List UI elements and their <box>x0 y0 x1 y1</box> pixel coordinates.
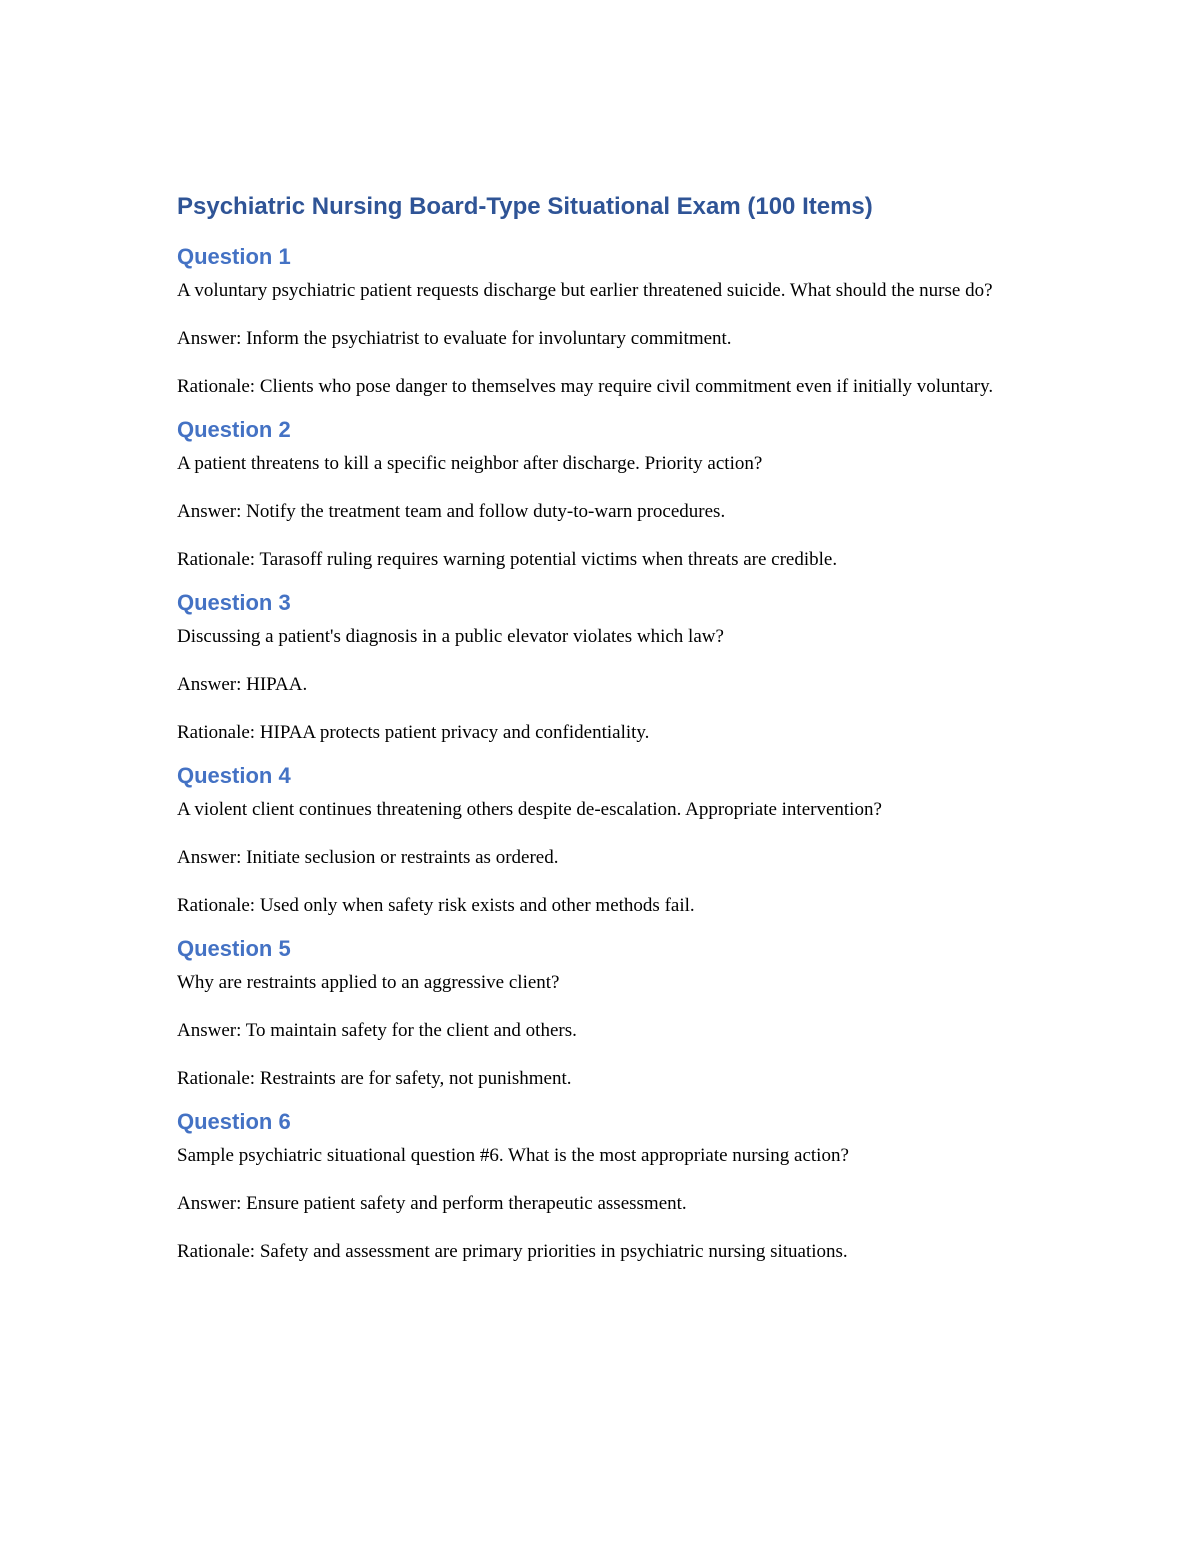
answer-text: Answer: Inform the psychiatrist to evaluate for involuntary commitment. <box>177 328 732 349</box>
answer-text: Answer: Ensure patient safety and perform therapeutic assessment. <box>177 1193 687 1214</box>
question-text: Discussing a patient's diagnosis in a public elevator violates which law? <box>177 626 724 647</box>
rationale-text: Rationale: Restraints are for safety, not punishment. <box>177 1068 572 1089</box>
question-text: Sample psychiatric situational question #6. What is the most appropriate nursing action? <box>177 1145 849 1166</box>
question-block-6 <box>177 1107 1007 1266</box>
answer-text: Answer: Notify the treatment team and follow duty-to-warn procedures. <box>177 501 726 522</box>
question-text: Why are restraints applied to an aggressive client? <box>177 972 560 993</box>
answer-text: Answer: Initiate seclusion or restraints as ordered. <box>177 847 559 868</box>
document-body <box>177 190 1007 1280</box>
question-heading: Question 5 <box>177 936 291 961</box>
answer-text: Answer: HIPAA. <box>177 674 308 695</box>
question-heading: Question 1 <box>177 244 291 269</box>
rationale-text: Rationale: Safety and assessment are primary priorities in psychiatric nursing situations. <box>177 1241 848 1262</box>
question-block-1 <box>177 242 1007 401</box>
question-text: A patient threatens to kill a specific neighbor after discharge. Priority action? <box>177 453 763 474</box>
question-block-5 <box>177 934 1007 1093</box>
question-block-2 <box>177 415 1007 574</box>
question-heading: Question 4 <box>177 763 291 788</box>
rationale-text: Rationale: HIPAA protects patient privacy and confidentiality. <box>177 722 650 743</box>
question-block-4 <box>177 761 1007 920</box>
rationale-text: Rationale: Tarasoff ruling requires warning potential victims when threats are credible. <box>177 549 838 570</box>
question-heading: Question 2 <box>177 417 291 442</box>
answer-text: Answer: To maintain safety for the client and others. <box>177 1020 577 1041</box>
question-block-3 <box>177 588 1007 747</box>
question-text: A voluntary psychiatric patient requests discharge but earlier threatened suicide. What should the nurse do? <box>177 280 993 301</box>
document-title: Psychiatric Nursing Board-Type Situational Exam (100 Items) <box>177 193 873 220</box>
question-heading: Question 3 <box>177 590 291 615</box>
rationale-text: Rationale: Used only when safety risk exists and other methods fail. <box>177 895 695 916</box>
question-text: A violent client continues threatening others despite de-escalation. Appropriate intervention? <box>177 799 882 820</box>
question-heading: Question 6 <box>177 1109 291 1134</box>
rationale-text: Rationale: Clients who pose danger to themselves may require civil commitment even if initially voluntary. <box>177 376 994 397</box>
